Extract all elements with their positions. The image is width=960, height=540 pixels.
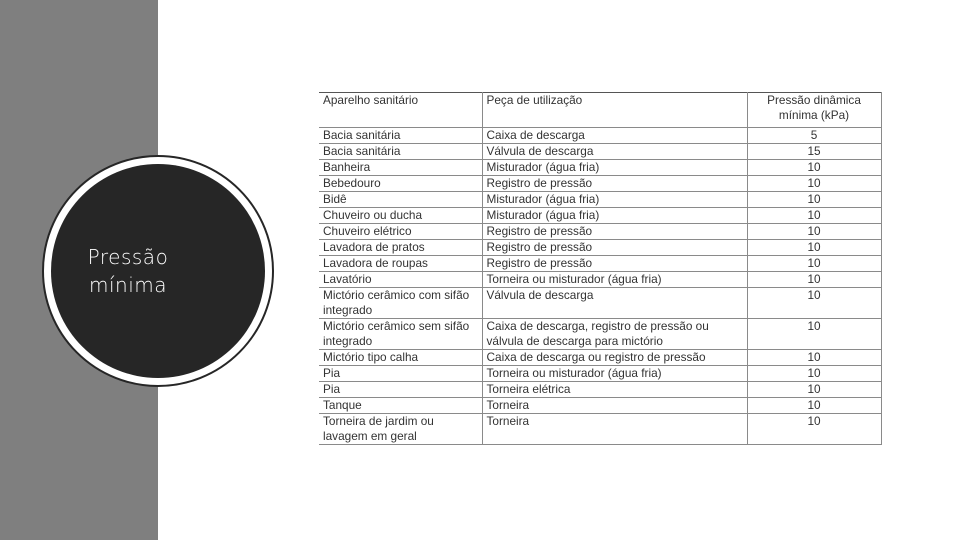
- cell-fixture: Pia: [319, 382, 482, 398]
- table-row: [319, 319, 881, 350]
- cell-fitting: Caixa de descarga, registro de pressão ou válvula de descarga para mictório: [482, 319, 747, 350]
- table-row: [319, 382, 881, 398]
- title-circle-fill: [51, 164, 265, 378]
- cell-fixture: Mictório tipo calha: [319, 350, 482, 366]
- table-row: [319, 366, 881, 382]
- table-row: [319, 192, 881, 208]
- cell-fitting: Registro de pressão: [482, 176, 747, 192]
- cell-fixture: Chuveiro ou ducha: [319, 208, 482, 224]
- title-circle: [42, 155, 274, 387]
- table-row: [319, 160, 881, 176]
- cell-fixture: Bebedouro: [319, 176, 482, 192]
- cell-fixture: Tanque: [319, 398, 482, 414]
- cell-fixture: Lavadora de roupas: [319, 256, 482, 272]
- cell-pressure: 10: [747, 319, 881, 350]
- cell-fixture: Bacia sanitária: [319, 128, 482, 144]
- cell-pressure: 10: [747, 160, 881, 176]
- table-row: [319, 240, 881, 256]
- pressure-table-container: [319, 92, 881, 446]
- cell-pressure: 10: [747, 350, 881, 366]
- cell-fitting: Misturador (água fria): [482, 192, 747, 208]
- cell-fixture: Lavadora de pratos: [319, 240, 482, 256]
- cell-pressure: 10: [747, 398, 881, 414]
- cell-fitting: Registro de pressão: [482, 256, 747, 272]
- cell-pressure: 10: [747, 240, 881, 256]
- cell-fixture: Mictório cerâmico sem sifão integrado: [319, 319, 482, 350]
- cell-fitting: Misturador (água fria): [482, 208, 747, 224]
- cell-pressure: 10: [747, 382, 881, 398]
- table-row: [319, 414, 881, 445]
- cell-fitting: Torneira: [482, 398, 747, 414]
- cell-pressure: 10: [747, 192, 881, 208]
- cell-pressure: 10: [747, 366, 881, 382]
- header-fitting: Peça de utilização: [482, 93, 747, 128]
- table-row: [319, 256, 881, 272]
- cell-pressure: 10: [747, 414, 881, 445]
- cell-fitting: Registro de pressão: [482, 240, 747, 256]
- cell-fitting: Válvula de descarga: [482, 288, 747, 319]
- cell-pressure: 10: [747, 272, 881, 288]
- cell-fitting: Torneira ou misturador (água fria): [482, 366, 747, 382]
- table-header-row: [319, 93, 881, 128]
- cell-fitting: Registro de pressão: [482, 224, 747, 240]
- cell-pressure: 10: [747, 208, 881, 224]
- cell-fitting: Válvula de descarga: [482, 144, 747, 160]
- cell-fixture: Torneira de jardim ou lavagem em geral: [319, 414, 482, 445]
- cell-fixture: Chuveiro elétrico: [319, 224, 482, 240]
- slide-title: Pressão mínima: [87, 245, 169, 297]
- table-row: [319, 176, 881, 192]
- cell-fitting: Misturador (água fria): [482, 160, 747, 176]
- cell-fixture: Pia: [319, 366, 482, 382]
- cell-fixture: Mictório cerâmico com sifão integrado: [319, 288, 482, 319]
- cell-fitting: Caixa de descarga: [482, 128, 747, 144]
- cell-fixture: Lavatório: [319, 272, 482, 288]
- table-row: [319, 224, 881, 240]
- cell-pressure: 10: [747, 224, 881, 240]
- table-row: [319, 128, 881, 144]
- table-row: [319, 350, 881, 366]
- cell-fixture: Banheira: [319, 160, 482, 176]
- cell-fitting: Caixa de descarga ou registro de pressão: [482, 350, 747, 366]
- header-fixture: Aparelho sanitário: [319, 93, 482, 128]
- cell-pressure: 10: [747, 176, 881, 192]
- cell-fitting: Torneira: [482, 414, 747, 445]
- table-row: [319, 272, 881, 288]
- cell-fixture: Bidê: [319, 192, 482, 208]
- header-pressure: Pressão dinâmica mínima (kPa): [747, 93, 881, 128]
- cell-fitting: Torneira elétrica: [482, 382, 747, 398]
- table-row: [319, 288, 881, 319]
- cell-pressure: 10: [747, 288, 881, 319]
- cell-fitting: Torneira ou misturador (água fria): [482, 272, 747, 288]
- cell-pressure: 15: [747, 144, 881, 160]
- table-row: [319, 144, 881, 160]
- cell-pressure: 5: [747, 128, 881, 144]
- pressure-table: [319, 92, 882, 445]
- table-row: [319, 208, 881, 224]
- cell-fixture: Bacia sanitária: [319, 144, 482, 160]
- cell-pressure: 10: [747, 256, 881, 272]
- table-row: [319, 398, 881, 414]
